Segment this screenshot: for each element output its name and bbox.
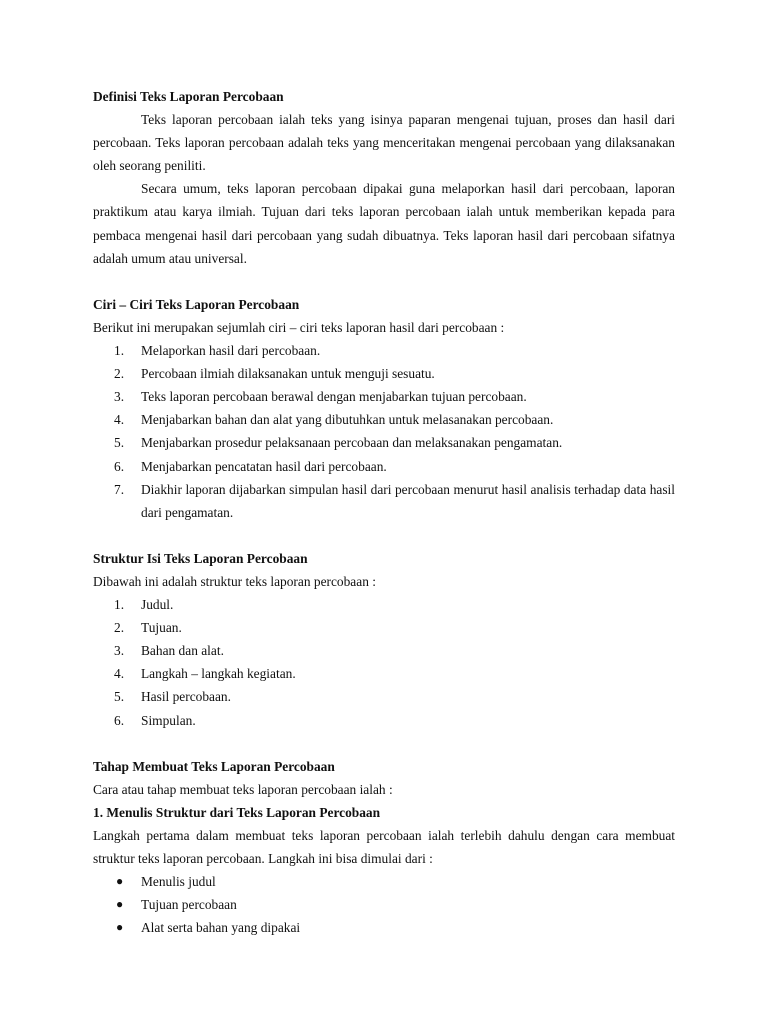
paragraph-tahap-intro: Cara atau tahap membuat teks laporan percobaan ialah : (93, 781, 393, 797)
list-item (93, 385, 675, 408)
list-item-text: Tujuan. (141, 620, 182, 636)
list-item-text: Tujuan percobaan (141, 897, 237, 913)
spacer (93, 270, 675, 293)
list-number: 6. (114, 458, 125, 474)
list-item-text: Percobaan ilmiah dilaksanakan untuk menguji sesuatu. (141, 366, 435, 382)
list-number: 2. (114, 620, 125, 636)
list-item (93, 339, 675, 362)
list-item (93, 685, 675, 708)
list-item (93, 870, 675, 893)
list-item-text: Teks laporan percobaan berawal dengan menjabarkan tujuan percobaan. (141, 389, 527, 405)
section-title-definisi: Definisi Teks Laporan Percobaan (93, 89, 284, 104)
list-item (93, 662, 675, 685)
list-item (93, 593, 675, 616)
list-item-text: Alat serta bahan yang dipakai (141, 920, 301, 936)
list-number: 3. (114, 643, 125, 659)
list-number: 4. (114, 666, 125, 682)
bullet-icon: ● (116, 920, 124, 935)
langkah-bullet-list (93, 870, 675, 939)
list-item (93, 616, 675, 639)
list-item-text: Melaporkan hasil dari percobaan. (141, 343, 321, 359)
section-title-tahap: Tahap Membuat Teks Laporan Percobaan (93, 758, 335, 774)
section-title-struktur: Struktur Isi Teks Laporan Percobaan (93, 550, 308, 566)
list-item-text: Menjabarkan bahan dan alat yang dibutuhkan untuk melasanakan percobaan. (141, 412, 554, 428)
list-number: 4. (114, 412, 125, 428)
ciri-list (93, 339, 675, 524)
list-item (93, 362, 675, 385)
list-item-text: Bahan dan alat. (141, 643, 224, 659)
list-number: 5. (114, 435, 125, 451)
list-item (93, 893, 675, 916)
list-item-text: Menulis judul (141, 874, 216, 890)
paragraph-definisi-2: Secara umum, teks laporan percobaan dipakai guna melaporkan hasil dari percobaan, laporan praktikum atau karya ilmiah. Tujuan dari teks laporan percobaan ialah untuk memberikan kepada para pembaca mengenai hasil dari percobaan yang sudah dibuatnya. Teks laporan hasil dari percobaan sifatnya adalah umum atau universal. (93, 181, 675, 266)
spacer (93, 524, 675, 547)
bullet-icon: ● (116, 897, 124, 912)
list-item (93, 916, 675, 939)
list-number: 5. (114, 689, 125, 705)
list-item (93, 431, 675, 454)
bullet-icon: ● (116, 874, 124, 889)
list-item (93, 709, 675, 732)
list-item-text: Hasil percobaan. (141, 689, 231, 705)
spacer (93, 732, 675, 755)
list-number: 6. (114, 712, 125, 728)
paragraph-ciri-intro: Berikut ini merupakan sejumlah ciri – ciri teks laporan hasil dari percobaan : (93, 319, 505, 335)
list-item-text: Simpulan. (141, 712, 196, 728)
subsection-title-menulis-struktur: 1. Menulis Struktur dari Teks Laporan Percobaan (93, 804, 381, 820)
list-item (93, 455, 675, 478)
list-number: 2. (114, 366, 125, 382)
list-number: 1. (114, 597, 125, 613)
struktur-list (93, 593, 675, 732)
list-number: 3. (114, 389, 125, 405)
list-number: 1. (114, 343, 125, 359)
list-item-text: Menjabarkan prosedur pelaksanaan percobaan dan melaksanakan pengamatan. (141, 435, 563, 451)
section-title-ciri: Ciri – Ciri Teks Laporan Percobaan (93, 296, 300, 312)
paragraph-tahap-1: Langkah pertama dalam membuat teks laporan percobaan ialah terlebih dahulu dengan cara membuat struktur teks laporan percobaan. Langkah ini bisa dimulai dari : (93, 828, 675, 867)
paragraph-struktur-intro: Dibawah ini adalah struktur teks laporan percobaan : (93, 573, 376, 589)
list-item (93, 478, 675, 524)
list-item-text: Menjabarkan pencatatan hasil dari percobaan. (141, 458, 387, 474)
list-item-text: Judul. (141, 597, 174, 613)
list-item (93, 408, 675, 431)
list-number: 7. (114, 481, 125, 497)
list-item-text: Langkah – langkah kegiatan. (141, 666, 296, 682)
list-item (93, 639, 675, 662)
paragraph-definisi-1: Teks laporan percobaan ialah teks yang isinya paparan mengenai tujuan, proses dan hasil dari percobaan. Teks laporan percobaan adalah teks yang menceritakan mengenai percobaan yang dilaksanakan oleh seorang peniliti. (93, 112, 675, 174)
list-item-text: Diakhir laporan dijabarkan simpulan hasil dari percobaan menurut hasil analisis terhadap data hasil dari pengamatan. (141, 481, 675, 520)
